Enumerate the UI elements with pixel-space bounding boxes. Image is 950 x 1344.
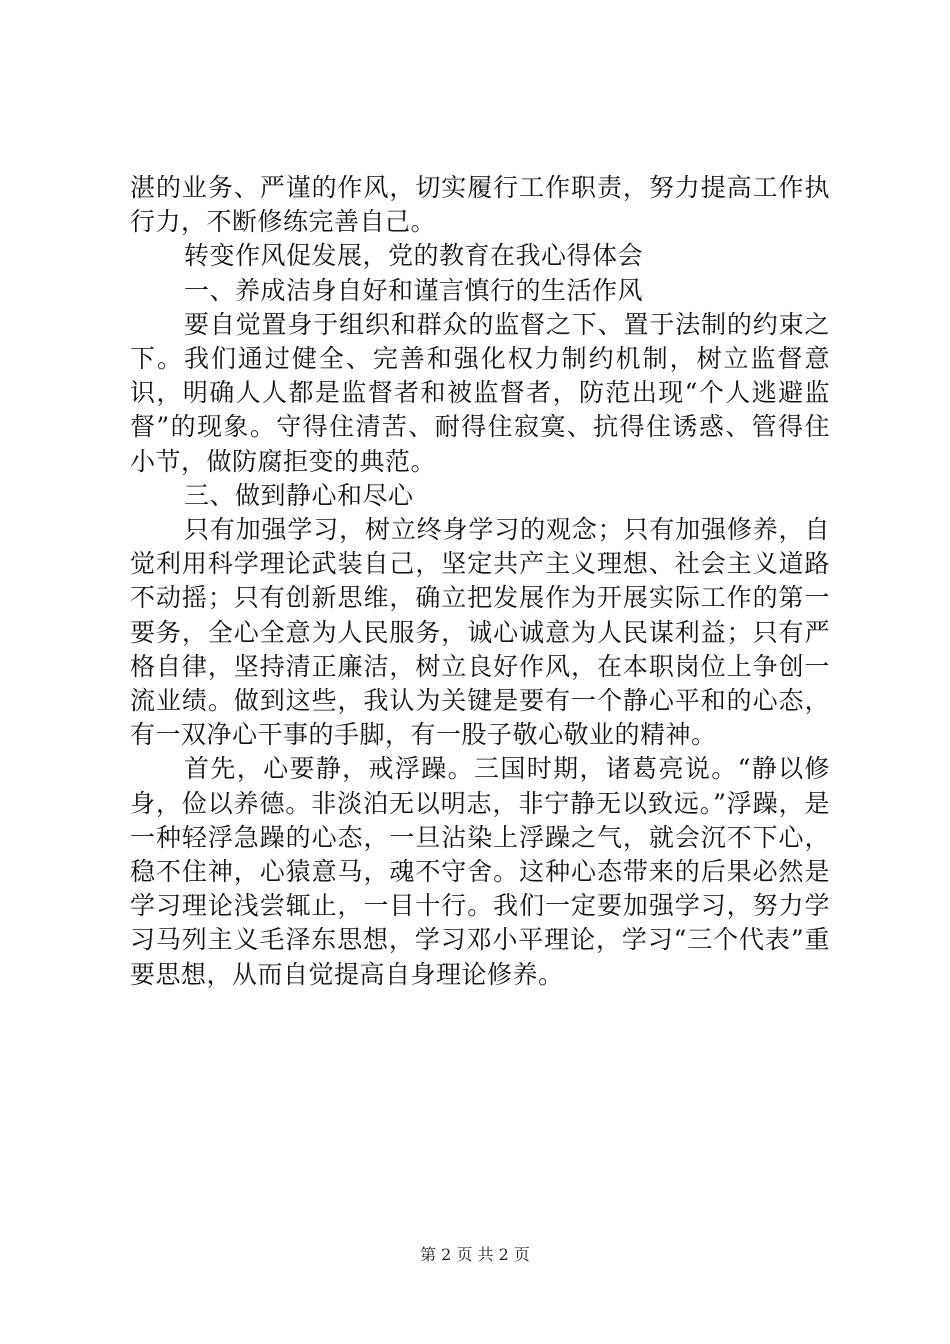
paragraph-calm-mind: 首先，心要静，戒浮躁。三国时期，诸葛亮说。“静以修身，俭以养德。非淡泊无以明志，非宁静无以致远。”浮躁，是一种轻浮急躁的心态，一旦沾染上浮躁之气，就会沉不下心，稳不住神，心猿意马，魂不守舍。这种心态带来的后果必然是学习理论浅尝辄止，一目十行。我们一定要加强学习，努力学习马列主义毛泽东思想，学习邓小平理论，学习“三个代表”重要思想，从而自觉提高自身理论修养。	[130, 754, 830, 989]
paragraph-study: 只有加强学习，树立终身学习的观念；只有加强修养，自觉利用科学理论武装自己，坚定共产主义理想、社会主义道路不动摇；只有创新思维，确立把发展作为开展实际工作的第一要务，全心全意为人民服务，诚心诚意为人民谋利益；只有严格自律，坚持清正廉洁，树立良好作风，在本职岗位上争创一流业绩。做到这些，我认为关键是要有一个静心平和的心态，有一双净心干事的手脚，有一股子敬心敬业的精神。	[130, 515, 830, 750]
section-heading-3: 三、做到静心和尽心	[184, 480, 414, 510]
paragraph-supervision: 要自觉置身于组织和群众的监督之下、置于法制的约束之下。我们通过健全、完善和强化权力制约机制，树立监督意识，明确人人都是监督者和被监督者，防范出现“个人逃避监督”的现象。守得住清苦、耐得住寂寞、抗得住诱惑、管得住小节，做防腐拒变的典范。	[130, 309, 830, 476]
section-heading-1: 一、养成洁身自好和谨言慎行的生活作风	[184, 275, 644, 305]
paragraph-title: 转变作风促发展，党的教育在我心得体会	[184, 241, 644, 271]
document-body	[130, 171, 830, 992]
page-footer: 第 2 页 共 2 页	[420, 1245, 530, 1264]
paragraph-continuation: 湛的业务、严谨的作风，切实履行工作职责，努力提高工作执行力，不断修练完善自己。	[130, 173, 830, 237]
